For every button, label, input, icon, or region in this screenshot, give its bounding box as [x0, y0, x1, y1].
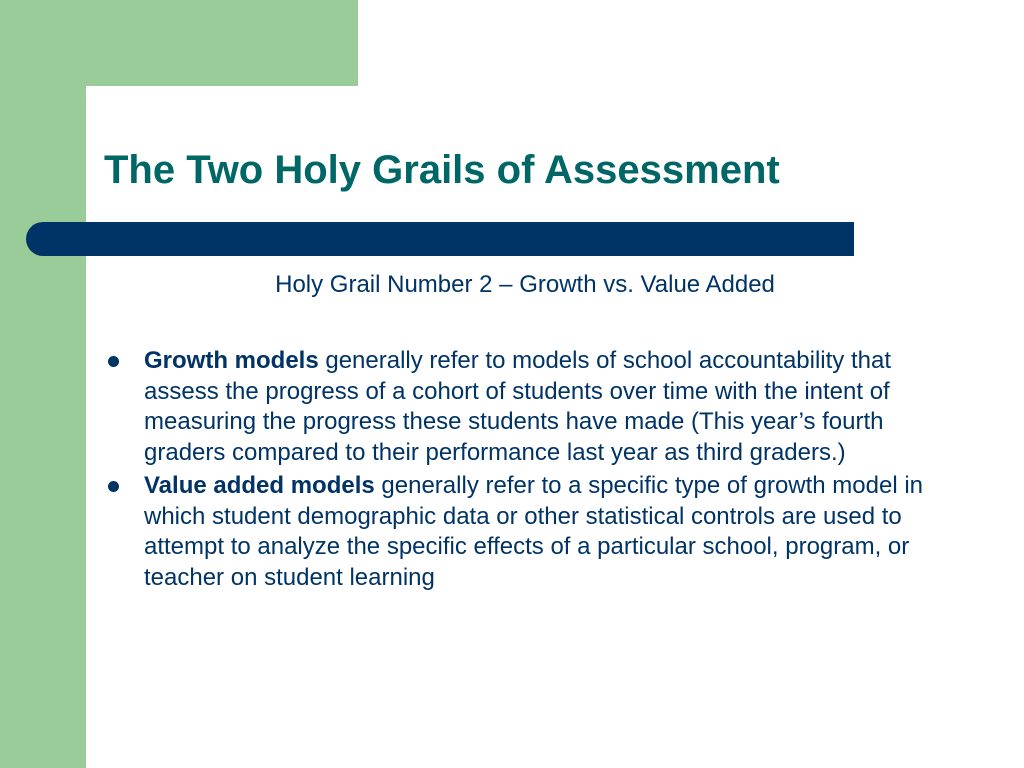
slide-title: The Two Holy Grails of Assessment	[104, 148, 780, 192]
bullet-dot-icon	[108, 356, 119, 367]
bullet-text: generally refer to models of school accountability that assess the progress of a cohort of students over time with the intent of measuring the progress these students have made (This year’s fourth graders compared to their performance last year as third graders.)	[144, 347, 891, 466]
slide-subtitle: Holy Grail Number 2 – Growth vs. Value Added	[275, 271, 775, 298]
title-underline-bar	[26, 222, 854, 256]
bullet-text: generally refer to a specific type of growth model in which student demographic data or other statistical controls are used to attempt to analyze the specific effects of a particular school, program, or teacher on student learning	[144, 472, 924, 591]
bullet-term: Growth models	[144, 347, 319, 374]
bullet-item-value-added-models	[108, 471, 938, 593]
bullet-term: Value added models	[144, 472, 375, 499]
decorative-green-panel-left	[0, 0, 86, 768]
decorative-green-panel-top	[0, 0, 358, 86]
bullet-list	[108, 346, 938, 596]
bullet-dot-icon	[108, 481, 119, 492]
bullet-item-growth-models	[108, 346, 938, 468]
